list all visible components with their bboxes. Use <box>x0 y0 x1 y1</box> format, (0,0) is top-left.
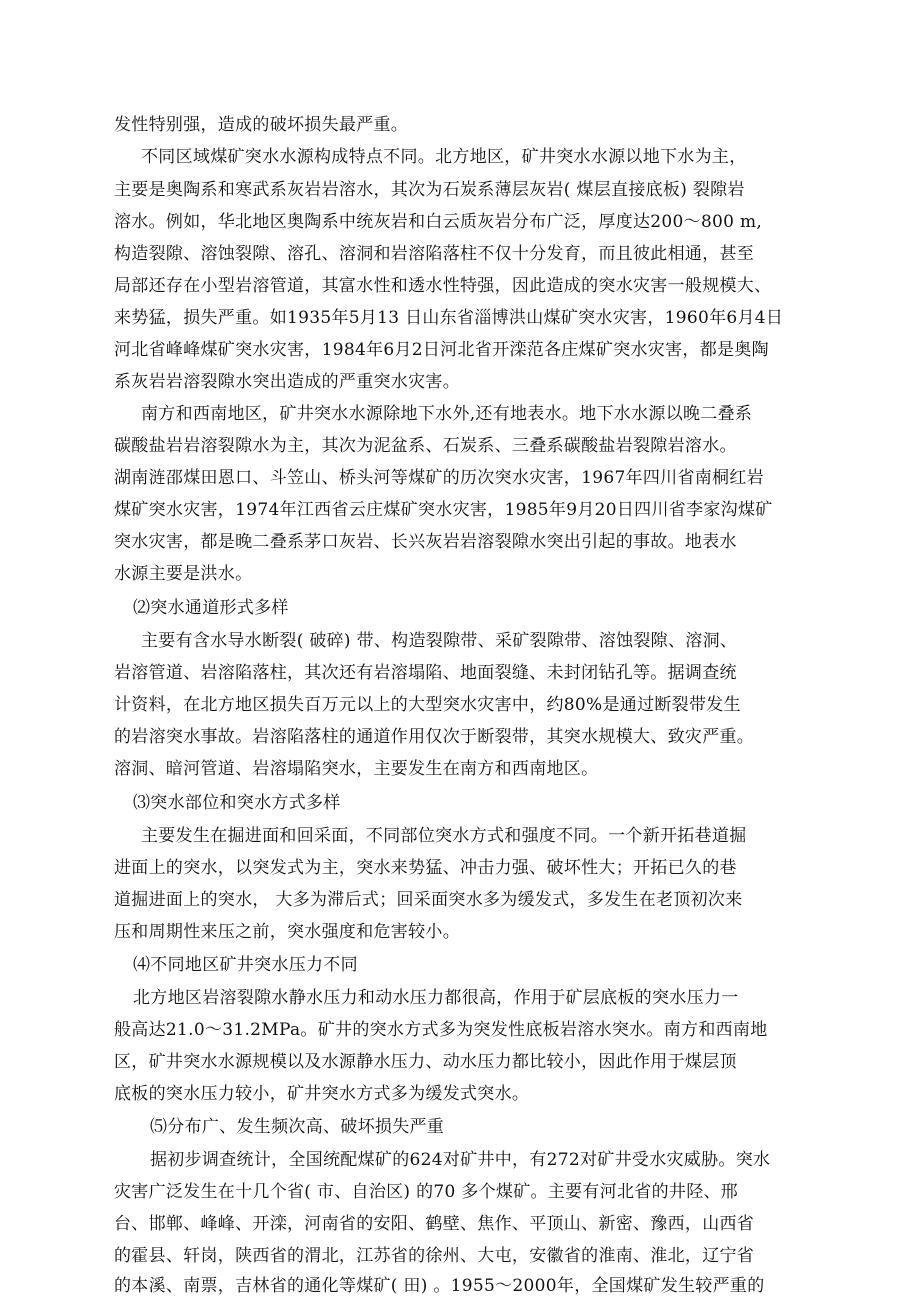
text-line-29: 般高达21.0～31.2MPa。矿井的突水方式多为突发性底板岩溶水突水。南方和西南地 <box>114 1020 768 1040</box>
text-line-7: 来势猛，损失严重。如1935年5月13 日山东省淄博洪山煤矿突水灾害，1960年6月4日 <box>114 308 784 328</box>
text-line-30: 区，矿井突水水源规模以及水源静水压力、动水压力都比较小，因此作用于煤层顶 <box>114 1052 737 1072</box>
text-line-36: 的霍县、轩岗，陕西省的渭北，江苏省的徐州、大屯，安徽省的淮南、淮北，辽宁省 <box>114 1246 755 1266</box>
text-line-4: 溶水。例如，华北地区奥陶系中统灰岩和白云质灰岩分布广泛，厚度达200～800 m, <box>114 212 763 232</box>
text-line-1: 发性特别强，造成的破坏损失最严重。 <box>114 115 409 135</box>
text-line-18: 岩溶管道、岩溶陷落柱，其次还有岩溶塌陷、地面裂缝、未封闭钻孔等。据调查统 <box>114 663 737 683</box>
section-heading-4: ⑷不同地区矿井突水压力不同 <box>133 955 358 975</box>
section-heading-2: ⑵突水通道形式多样 <box>133 598 289 618</box>
text-line-28: 北方地区岩溶裂隙水静水压力和动水压力都很高，作用于矿层底板的突水压力一 <box>133 988 739 1008</box>
text-line-14: 突水灾害，都是晚二叠系茅口灰岩、长兴灰岩岩溶裂隙水突出引起的事故。地表水 <box>114 532 737 552</box>
text-line-12: 湖南涟邵煤田恩口、斗笠山、桥头河等煤矿的历次突水灾害，1967年四川省南桐红岩 <box>114 468 764 488</box>
text-line-13: 煤矿突水灾害，1974年江西省云庄煤矿突水灾害，1985年9月20日四川省李家沟煤矿 <box>114 500 773 520</box>
text-line-34: 灾害广泛发生在十几个省( 市、自治区) 的70 多个煤矿。主要有河北省的井陉、邢 <box>114 1182 739 1202</box>
text-line-2: 不同区域煤矿突水水源构成特点不同。北方地区，矿井突水水源以地下水为主， <box>141 147 747 167</box>
text-line-20: 的岩溶突水事故。岩溶陷落柱的通道作用仅次于断裂带，其突水规模大、致灾严重。 <box>114 727 755 747</box>
text-line-24: 进面上的突水，以突发式为主，突水来势猛、冲击力强、破坏性大；开拓已久的巷 <box>114 858 737 878</box>
section-heading-3: ⑶突水部位和突水方式多样 <box>133 793 341 813</box>
text-line-17: 主要有含水导水断裂( 破碎) 带、构造裂隙带、采矿裂隙带、溶蚀裂隙、溶洞、 <box>141 631 738 651</box>
text-line-6: 局部还存在小型岩溶管道，其富水性和透水性特强，因此造成的突水灾害一般规模大、 <box>114 276 772 296</box>
text-line-25: 道掘进面上的突水， 大多为滞后式；回采面突水多为缓发式，多发生在老顶初次来 <box>114 890 743 910</box>
text-line-21: 溶洞、暗河管道、岩溶塌陷突水，主要发生在南方和西南地区。 <box>114 759 599 779</box>
text-line-10: 南方和西南地区，矿井突水水源除地下水外,还有地表水。地下水水源以晚二叠系 <box>141 404 753 424</box>
text-line-3: 主要是奥陶系和寒武系灰岩岩溶水，其次为石炭系薄层灰岩( 煤层直接底板) 裂隙岩 <box>114 180 745 200</box>
text-line-8: 河北省峰峰煤矿突水灾害，1984年6月2日河北省开滦范各庄煤矿突水灾害，都是奥陶 <box>114 340 769 360</box>
text-line-26: 压和周期性来压之前，突水强度和危害较小。 <box>114 922 460 942</box>
text-line-37: 的本溪、南票，吉林省的通化等煤矿( 田) 。1955～2000年，全国煤矿发生较严重的 <box>114 1276 765 1296</box>
text-line-31: 底板的突水压力较小，矿井突水方式多为缓发式突水。 <box>114 1084 530 1104</box>
text-line-15: 水源主要是洪水。 <box>114 564 253 584</box>
text-line-9: 系灰岩岩溶裂隙水突出造成的严重突水灾害。 <box>114 372 460 392</box>
section-heading-5: ⑸分布广、发生频次高、破坏损失严重 <box>150 1117 445 1137</box>
text-line-33: 据初步调查统计，全国统配煤矿的624对矿井中，有272对矿井受水灾威胁。突水 <box>150 1150 771 1170</box>
text-line-11: 碳酸盐岩岩溶裂隙水为主，其次为泥盆系、石炭系、三叠系碳酸盐岩裂隙岩溶水。 <box>114 436 737 456</box>
text-line-23: 主要发生在掘进面和回采面，不同部位突水方式和强度不同。一个新开拓巷道掘 <box>141 826 747 846</box>
text-line-5: 构造裂隙、溶蚀裂隙、溶孔、溶洞和岩溶陷落柱不仅十分发育，而且彼此相通，甚至 <box>114 244 755 264</box>
text-line-35: 台、邯郸、峰峰、开滦，河南省的安阳、鹤壁、焦作、平顶山、新密、豫西，山西省 <box>114 1214 755 1234</box>
text-line-19: 计资料，在北方地区损失百万元以上的大型突水灾害中，约80%是通过断裂带发生 <box>114 695 741 715</box>
